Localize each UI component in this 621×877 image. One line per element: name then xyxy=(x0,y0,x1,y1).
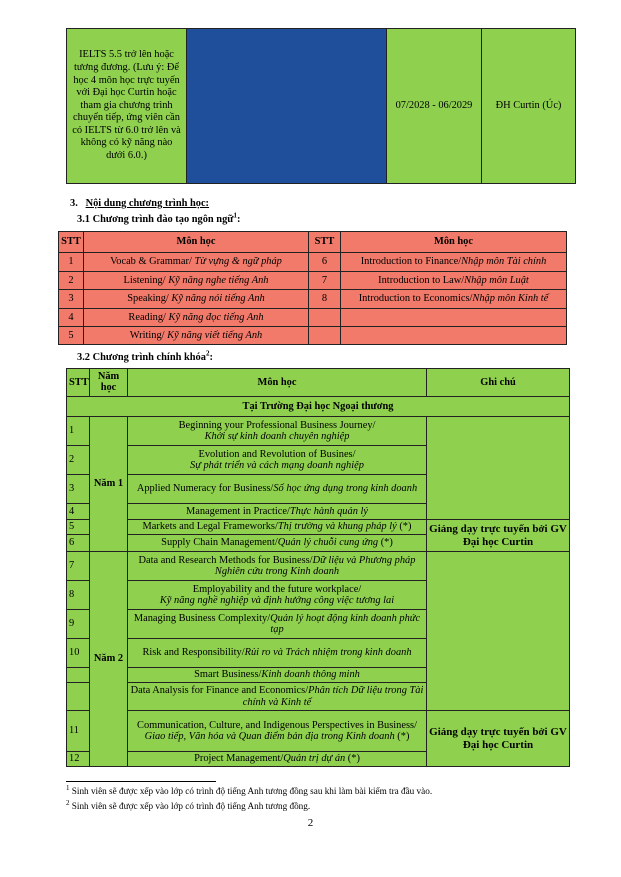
lang-subject xyxy=(341,272,567,290)
lang-subject xyxy=(84,253,309,272)
lang-row xyxy=(59,253,567,272)
subsection-3-1 xyxy=(77,211,241,225)
footnote-text: Sinh viên sẽ được xếp vào lớp có trình độ tiếng Anh tương đồng. xyxy=(71,801,311,811)
row-subject xyxy=(128,683,427,711)
lang-stt: 7 xyxy=(309,272,341,290)
lang-stt: 2 xyxy=(59,272,84,290)
subject-en: Risk and Responsibility/ xyxy=(142,647,245,659)
subject-mark: (*) xyxy=(396,521,412,533)
row-subject xyxy=(128,446,427,475)
place-cell: ĐH Curtin (Úc) xyxy=(482,29,576,184)
section-3-heading xyxy=(70,198,209,209)
main-header-stt: STT xyxy=(67,369,90,397)
lang-empty xyxy=(309,309,341,327)
table-row xyxy=(67,520,570,535)
period-cell: 07/2028 - 06/2029 xyxy=(387,29,482,184)
row-stt: 1 xyxy=(67,417,90,446)
lang-header-subject-2: Môn học xyxy=(341,232,567,253)
subject-en: Management in Practice/ xyxy=(186,505,290,517)
row-subject xyxy=(128,417,427,446)
eligibility-table xyxy=(66,28,576,184)
subject-vi: Giao tiếp, Văn hóa và Quan điểm bản địa trong Kinh doanh xyxy=(144,731,395,742)
lang-stt: 3 xyxy=(59,290,84,309)
subject-vi: Từ vựng & ngữ pháp xyxy=(194,256,282,268)
row-stt: 12 xyxy=(67,752,90,767)
main-header-note: Ghi chú xyxy=(427,369,570,397)
subsection-3-1-text: 3.1 Chương trình đào tạo ngôn ngữ xyxy=(77,214,234,225)
row-subject xyxy=(128,668,427,683)
requirement-cell: IELTS 5.5 trở lên hoặc tương đương. (Lưu ý: Để học 4 môn học trực tuyến với Đại học Curtin hoặc tham gia chương trình chuyển tiếp, ứng viên cần có IELTS từ 6.0 trở lên và không có kỹ năng nào dưới 6.0.) xyxy=(67,29,187,184)
footnote-ref-1: 1 xyxy=(233,211,238,220)
subject-mark: (*) xyxy=(345,753,360,765)
subject-vi: Thị trường và khung pháp lý xyxy=(277,521,397,533)
subject-vi: Rủi ro và Trách nhiệm trong kinh doanh xyxy=(244,647,412,659)
subject-vi: Nhập môn Kinh tế xyxy=(472,293,549,305)
subject-vi: Phân tích Dữ liệu trong Tài chính và Kinh tế xyxy=(242,685,424,708)
subject-mark: (*) xyxy=(394,731,410,742)
row-stt xyxy=(67,668,90,683)
subject-en: Applied Numeracy for Business/ xyxy=(136,483,274,495)
subject-vi: Nhập môn Luật xyxy=(464,274,529,286)
note-empty-cell xyxy=(427,417,570,520)
subject-en: Data Analysis for Finance and Economics/ xyxy=(130,685,309,696)
table-row xyxy=(67,417,570,446)
subsection-3-2 xyxy=(77,349,213,363)
blue-cell xyxy=(187,29,387,184)
footnote-2 xyxy=(66,798,311,811)
subject-vi: Quản lý chuỗi cung ứng xyxy=(277,537,379,549)
row-subject xyxy=(128,475,427,504)
subject-vi: Kỹ năng nghe tiếng Anh xyxy=(168,274,269,286)
subject-en: Introduction to Law/ xyxy=(378,274,465,286)
table-row xyxy=(67,552,570,581)
subject-vi: Nhập môn Tài chính xyxy=(461,256,547,268)
lang-row xyxy=(59,272,567,290)
row-stt xyxy=(67,683,90,711)
lang-row xyxy=(59,309,567,327)
lang-empty xyxy=(341,309,567,327)
note-online-cell: Giảng dạy trực tuyến bởi GV Đại học Curtin xyxy=(427,520,570,552)
lang-header-subject: Môn học xyxy=(84,232,309,253)
subject-en: Project Management/ xyxy=(194,753,284,765)
lang-header-stt-2: STT xyxy=(309,232,341,253)
row-stt: 9 xyxy=(67,610,90,639)
subject-vi: Dữ liệu và Phương pháp Nghiên cứu trong Kinh doanh xyxy=(214,554,416,577)
year-1-cell: Năm 1 xyxy=(90,417,128,552)
subject-vi: Kỹ năng nói tiếng Anh xyxy=(171,293,265,305)
lang-stt: 8 xyxy=(309,290,341,309)
row-subject xyxy=(128,639,427,668)
lang-empty xyxy=(309,327,341,345)
lang-subject xyxy=(84,290,309,309)
subject-vi: Quản lý hoạt động kinh doanh phức tạp xyxy=(270,612,421,635)
subject-mark: (*) xyxy=(378,537,393,549)
footnote-num: 2 xyxy=(66,798,70,807)
subject-vi: Sự phát triển và cách mạng doanh nghiệp xyxy=(190,460,364,471)
colon: : xyxy=(237,214,241,225)
subject-en: Smart Business/ xyxy=(194,669,262,681)
subject-en: Beginning your Professional Business Journey/ xyxy=(178,419,376,431)
footnote-1 xyxy=(66,783,433,796)
row-stt: 8 xyxy=(67,581,90,610)
lang-stt: 4 xyxy=(59,309,84,327)
page-number: 2 xyxy=(307,817,314,829)
row-subject xyxy=(128,504,427,520)
row-stt: 5 xyxy=(67,520,90,535)
row-subject xyxy=(128,752,427,767)
subject-vi: Số học ứng dụng trong kinh doanh xyxy=(273,483,418,495)
lang-subject xyxy=(84,327,309,345)
subject-vi: Thực hành quản lý xyxy=(289,505,368,517)
subject-en: Listening/ xyxy=(123,274,169,286)
subject-vi: Kỹ năng đọc tiếng Anh xyxy=(168,311,264,323)
lang-subject xyxy=(341,253,567,272)
lang-subject xyxy=(84,309,309,327)
lang-row xyxy=(59,327,567,345)
row-stt: 7 xyxy=(67,552,90,581)
main-header-subject: Môn học xyxy=(128,369,427,397)
lang-subject xyxy=(341,290,567,309)
note-empty-cell-2 xyxy=(427,552,570,711)
lang-stt: 5 xyxy=(59,327,84,345)
row-stt: 11 xyxy=(67,711,90,752)
lang-row xyxy=(59,290,567,309)
row-stt: 2 xyxy=(67,446,90,475)
row-stt: 3 xyxy=(67,475,90,504)
lang-subject xyxy=(84,272,309,290)
footnote-ref-2: 2 xyxy=(205,349,210,358)
subject-en: Communication, Culture, and Indigenous Perspectives in Business/ xyxy=(137,719,417,731)
row-subject xyxy=(128,581,427,610)
subject-en: Speaking/ xyxy=(127,293,172,305)
lang-stt: 1 xyxy=(59,253,84,272)
row-subject xyxy=(128,520,427,535)
footnote-num: 1 xyxy=(66,783,70,792)
row-subject xyxy=(128,535,427,552)
subsection-3-2-text: 3.2 Chương trình chính khóa xyxy=(77,352,206,363)
heading-text: Nội dung chương trình học: xyxy=(85,198,210,209)
subject-en: Managing Business Complexity/ xyxy=(133,612,271,624)
row-stt: 10 xyxy=(67,639,90,668)
row-stt: 6 xyxy=(67,535,90,552)
colon: : xyxy=(209,352,213,363)
subject-en: Evolution and Revolution of Busines/ xyxy=(198,448,356,460)
subject-vi: Kỹ năng nghề nghiệp và định hướng công việc tương lai xyxy=(159,595,395,606)
table-row xyxy=(67,711,570,752)
school-row: Tại Trường Đại học Ngoại thương xyxy=(67,397,570,417)
subject-vi: Quản trị dự án xyxy=(283,753,346,765)
subject-en: Supply Chain Management/ xyxy=(161,537,278,549)
footnote-divider xyxy=(66,781,216,782)
subject-en: Introduction to Economics/ xyxy=(358,293,473,305)
row-subject xyxy=(128,552,427,581)
subject-en: Employability and the future workplace/ xyxy=(192,583,362,595)
row-stt: 4 xyxy=(67,504,90,520)
subject-en: Vocab & Grammar/ xyxy=(110,256,195,268)
lang-stt: 6 xyxy=(309,253,341,272)
subject-vi: Khởi sự kinh doanh chuyên nghiệp xyxy=(204,431,350,442)
footnote-text: Sinh viên sẽ được xếp vào lớp có trình độ tiếng Anh tương đồng sau khi làm bài kiểm tra đầu vào. xyxy=(71,786,433,796)
subject-en: Data and Research Methods for Business/ xyxy=(138,554,313,566)
subject-en: Reading/ xyxy=(128,311,169,323)
note-online-cell-2: Giảng dạy trực tuyến bởi GV Đại học Curtin xyxy=(427,711,570,767)
row-subject xyxy=(128,610,427,639)
subject-vi: Kỹ năng viết tiếng Anh xyxy=(167,329,263,341)
subject-en: Markets and Legal Frameworks/ xyxy=(142,521,278,533)
curriculum-table xyxy=(66,368,570,767)
subject-en: Writing/ xyxy=(129,329,168,341)
lang-header-stt: STT xyxy=(59,232,84,253)
lang-empty xyxy=(341,327,567,345)
subject-vi: Kinh doanh thông minh xyxy=(261,669,360,681)
heading-number: 3. xyxy=(70,198,78,209)
language-table xyxy=(58,231,567,345)
row-subject xyxy=(128,711,427,752)
year-2-cell: Năm 2 xyxy=(90,552,128,767)
main-header-year: Năm học xyxy=(90,369,128,397)
subject-en: Introduction to Finance/ xyxy=(360,256,462,268)
